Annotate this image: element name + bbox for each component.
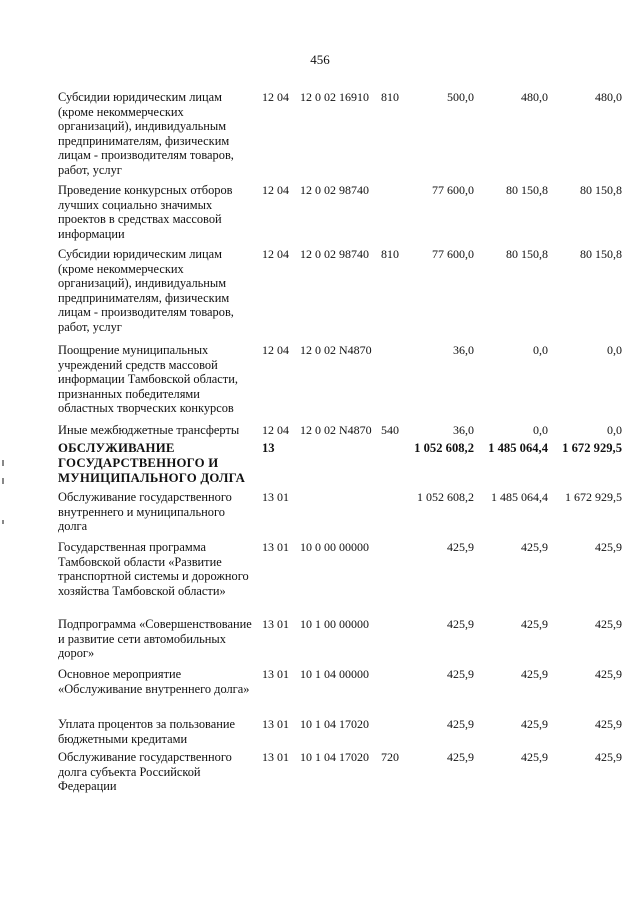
row-value-year-1: 1 052 608,2 <box>417 490 474 504</box>
row-target-article-code: 10 1 04 00000 <box>300 667 369 681</box>
row-value-year-3: 80 150,8 <box>580 183 622 197</box>
row-value-year-2: 1 485 064,4 <box>491 490 548 504</box>
row-section-code: 12 04 <box>262 343 289 357</box>
row-value-year-2: 80 150,8 <box>506 247 548 261</box>
row-value-year-3: 425,9 <box>595 617 622 631</box>
row-target-article-code: 12 0 02 98740 <box>300 247 369 261</box>
row-name: Субсидии юридическим лицам (кроме некоммерческих организаций), индивидуальным предпринимателям, физическим лицам - производителям товаров, работ, услуг <box>58 90 234 177</box>
row-section-code: 13 01 <box>262 750 289 764</box>
row-name: Обслуживание государственного долга субъекта Российской Федерации <box>58 750 232 793</box>
row-value-year-2: 425,9 <box>521 717 548 731</box>
row-value-year-3: 425,9 <box>595 750 622 764</box>
row-value-year-3: 480,0 <box>595 90 622 104</box>
row-value-year-2: 425,9 <box>521 667 548 681</box>
row-value-year-3: 0,0 <box>607 343 622 357</box>
row-value-year-1: 425,9 <box>447 750 474 764</box>
row-name: ОБСЛУЖИВАНИЕ ГОСУДАРСТВЕННОГО И МУНИЦИПАЛЬНОГО ДОЛГА <box>58 441 246 485</box>
row-name: Уплата процентов за пользование бюджетными кредитами <box>58 717 235 746</box>
row-value-year-1: 36,0 <box>453 343 474 357</box>
row-value-year-3: 425,9 <box>595 667 622 681</box>
row-section-code: 13 01 <box>262 717 289 731</box>
row-value-year-2: 425,9 <box>521 540 548 554</box>
row-name: Обслуживание государственного внутреннего и муниципального долга <box>58 490 232 533</box>
row-target-article-code: 10 1 04 17020 <box>300 717 369 731</box>
row-expense-type-code: 810 <box>381 90 399 104</box>
row-value-year-3: 425,9 <box>595 717 622 731</box>
row-target-article-code: 12 0 02 16910 <box>300 90 369 104</box>
row-value-year-1: 500,0 <box>447 90 474 104</box>
page-number: 456 <box>310 52 330 67</box>
row-section-code: 13 01 <box>262 540 289 554</box>
row-value-year-1: 425,9 <box>447 667 474 681</box>
row-value-year-2: 80 150,8 <box>506 183 548 197</box>
row-value-year-1: 425,9 <box>447 617 474 631</box>
row-value-year-2: 0,0 <box>533 343 548 357</box>
row-section-code: 12 04 <box>262 247 289 261</box>
row-name: Проведение конкурсных отборов лучших социально значимых проектов в средствах массовой информации <box>58 183 233 241</box>
row-value-year-1: 1 052 608,2 <box>414 441 474 455</box>
row-target-article-code: 12 0 02 N4870 <box>300 423 372 437</box>
row-target-article-code: 10 1 04 17020 <box>300 750 369 764</box>
row-value-year-1: 77 600,0 <box>432 247 474 261</box>
row-value-year-2: 480,0 <box>521 90 548 104</box>
row-expense-type-code: 810 <box>381 247 399 261</box>
row-value-year-3: 80 150,8 <box>580 247 622 261</box>
row-value-year-1: 77 600,0 <box>432 183 474 197</box>
row-target-article-code: 10 1 00 00000 <box>300 617 369 631</box>
row-section-code: 13 01 <box>262 490 289 504</box>
row-value-year-2: 425,9 <box>521 617 548 631</box>
row-name: Иные межбюджетные трансферты <box>58 423 240 437</box>
row-value-year-1: 425,9 <box>447 717 474 731</box>
row-value-year-1: 36,0 <box>453 423 474 437</box>
row-section-code: 13 01 <box>262 617 289 631</box>
row-section-code: 12 04 <box>262 90 289 104</box>
row-expense-type-code: 540 <box>381 423 399 437</box>
row-expense-type-code: 720 <box>381 750 399 764</box>
row-value-year-1: 425,9 <box>447 540 474 554</box>
row-name: Подпрограмма «Совершенствование и развитие сети автомобильных дорог» <box>58 617 252 660</box>
row-section-code: 13 01 <box>262 667 289 681</box>
row-target-article-code: 12 0 02 N4870 <box>300 343 372 357</box>
row-section-code: 12 04 <box>262 423 289 437</box>
row-value-year-3: 1 672 929,5 <box>562 441 622 455</box>
row-value-year-2: 0,0 <box>533 423 548 437</box>
row-name: Поощрение муниципальных учреждений средств массовой информации Тамбовской области, признанных победителями областных творческих конкурсов <box>58 343 238 415</box>
row-name: Государственная программа Тамбовской области «Развитие транспортной системы и дорожного хозяйства Тамбовской области» <box>58 540 249 598</box>
row-value-year-3: 0,0 <box>607 423 622 437</box>
row-target-article-code: 10 0 00 00000 <box>300 540 369 554</box>
row-value-year-3: 425,9 <box>595 540 622 554</box>
row-value-year-2: 425,9 <box>521 750 548 764</box>
row-value-year-2: 1 485 064,4 <box>488 441 548 455</box>
row-section-code: 12 04 <box>262 183 289 197</box>
row-name: Основное мероприятие «Обслуживание внутреннего долга» <box>58 667 250 696</box>
row-section-code: 13 <box>262 441 275 455</box>
row-value-year-3: 1 672 929,5 <box>565 490 622 504</box>
row-name: Субсидии юридическим лицам (кроме некоммерческих организаций), индивидуальным предпринимателям, физическим лицам - производителям товаров, работ, услуг <box>58 247 234 334</box>
row-target-article-code: 12 0 02 98740 <box>300 183 369 197</box>
